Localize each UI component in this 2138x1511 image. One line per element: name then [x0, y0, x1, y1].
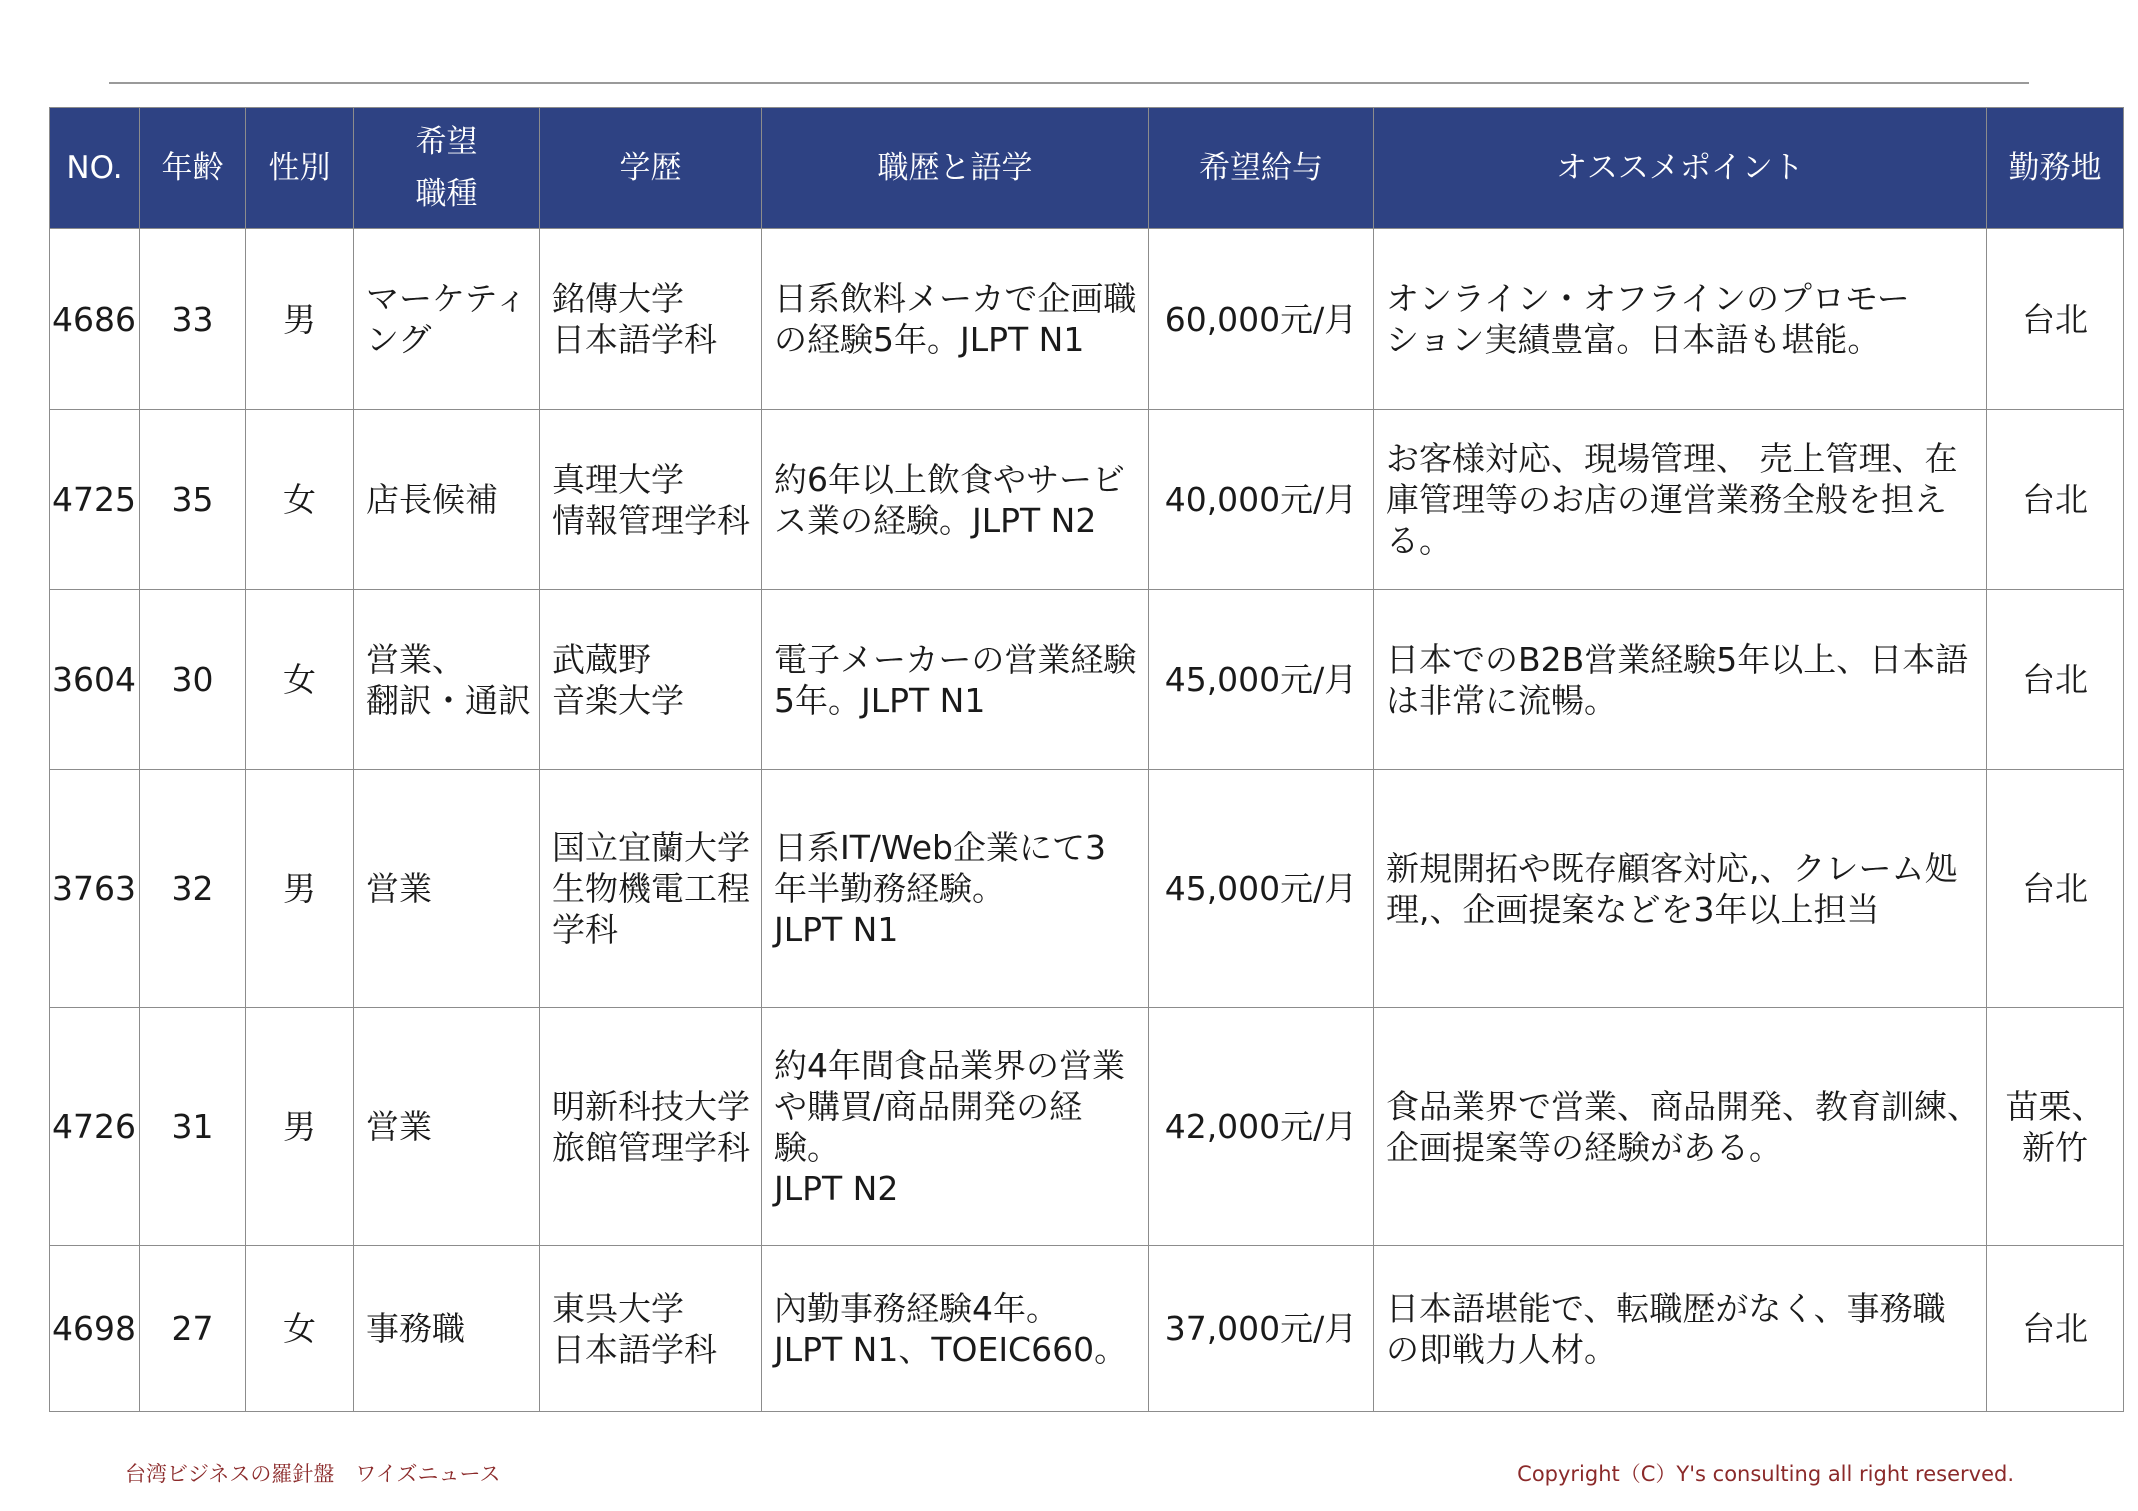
cell-age: 35: [140, 410, 246, 590]
table-body: [50, 229, 2124, 1412]
cell-career-language: 日系IT/Web企業にて3 年半勤務経験。 JLPT N1: [762, 770, 1149, 1008]
cell-desired-salary: 60,000元/月: [1149, 229, 1374, 410]
header-desired-salary: 希望給与: [1149, 108, 1374, 229]
cell-work-location: 台北: [1987, 410, 2124, 590]
cell-no: 4726: [50, 1008, 140, 1246]
cell-desired-salary: 37,000元/月: [1149, 1246, 1374, 1412]
header-gender: 性別: [246, 108, 354, 229]
header-row: [50, 108, 2124, 229]
cell-desired-salary: 45,000元/月: [1149, 590, 1374, 770]
cell-age: 27: [140, 1246, 246, 1412]
table-row: [50, 590, 2124, 770]
header-career-language: 職歴と語学: [762, 108, 1149, 229]
cell-gender: 女: [246, 410, 354, 590]
table-row: [50, 1246, 2124, 1412]
cell-desired-salary: 45,000元/月: [1149, 770, 1374, 1008]
cell-career-language: 日系飲料メーカで企画職 の経験5年。JLPT N1: [762, 229, 1149, 410]
cell-age: 32: [140, 770, 246, 1008]
cell-education: 真理大学 情報管理学科: [540, 410, 762, 590]
cell-education: 東呉大学 日本語学科: [540, 1246, 762, 1412]
cell-no: 4686: [50, 229, 140, 410]
cell-education: 銘傳大学 日本語学科: [540, 229, 762, 410]
cell-age: 31: [140, 1008, 246, 1246]
cell-desired-job: 事務職: [354, 1246, 540, 1412]
table-row: [50, 770, 2124, 1008]
cell-career-language: 約6年以上飲食やサービ ス業の経験。JLPT N2: [762, 410, 1149, 590]
cell-no: 4698: [50, 1246, 140, 1412]
cell-work-location: 台北: [1987, 1246, 2124, 1412]
cell-gender: 女: [246, 590, 354, 770]
cell-no: 3604: [50, 590, 140, 770]
cell-gender: 女: [246, 1246, 354, 1412]
cell-recommend-points: 食品業界で営業、商品開発、教育訓練、 企画提案等の経験がある。: [1374, 1008, 1987, 1246]
header-desired-job-line1: 希望: [415, 124, 478, 160]
cell-work-location: 台北: [1987, 229, 2124, 410]
cell-desired-job: 営業: [354, 770, 540, 1008]
cell-age: 30: [140, 590, 246, 770]
cell-desired-job: 営業: [354, 1008, 540, 1246]
table-row: [50, 1008, 2124, 1246]
cell-work-location: 台北: [1987, 770, 2124, 1008]
cell-work-location: 苗栗、 新竹: [1987, 1008, 2124, 1246]
cell-education: 国立宜蘭大学 生物機電工程 学科: [540, 770, 762, 1008]
cell-career-language: 內勤事務経験4年。 JLPT N1、TOEIC660。: [762, 1246, 1149, 1412]
cell-education: 明新科技大学 旅館管理学科: [540, 1008, 762, 1246]
footer-copyright: Copyright（C）Y's consulting all right reserved.: [1517, 1462, 2014, 1486]
cell-desired-job: 営業、 翻訳・通訳: [354, 590, 540, 770]
cell-recommend-points: 日本語堪能で、転職歴がなく、事務職 の即戦力人材。: [1374, 1246, 1987, 1412]
cell-recommend-points: オンライン・オフラインのプロモー ション実績豊富。日本語も堪能。: [1374, 229, 1987, 410]
table-header: [50, 108, 2124, 229]
cell-no: 4725: [50, 410, 140, 590]
header-recommend-points: オススメポイント: [1374, 108, 1987, 229]
header-work-location: 勤務地: [1987, 108, 2124, 229]
table-row: [50, 229, 2124, 410]
cell-recommend-points: お客様対応、現場管理、 売上管理、在 庫管理等のお店の運営業務全般を担える。: [1374, 410, 1987, 590]
cell-gender: 男: [246, 1008, 354, 1246]
cell-desired-job: 店長候補: [354, 410, 540, 590]
cell-recommend-points: 日本でのB2B営業経験5年以上、日本語 は非常に流暢。: [1374, 590, 1987, 770]
cell-career-language: 約4年間食品業界の営業 や購買/商品開発の経験。 JLPT N2: [762, 1008, 1149, 1246]
cell-recommend-points: 新規開拓や既存顧客対応,、クレーム処 理,、企画提案などを3年以上担当: [1374, 770, 1987, 1008]
cell-gender: 男: [246, 770, 354, 1008]
cell-no: 3763: [50, 770, 140, 1008]
cell-career-language: 電子メーカーの営業経験 5年。JLPT N1: [762, 590, 1149, 770]
header-education: 学歴: [540, 108, 762, 229]
header-desired-job-line2: 職種: [415, 176, 478, 212]
footer-site-name: 台湾ビジネスの羅針盤 ワイズニュース: [125, 1462, 501, 1486]
header-desired-job: [354, 108, 540, 229]
cell-education: 武蔵野 音楽大学: [540, 590, 762, 770]
table-row: [50, 410, 2124, 590]
cell-desired-job: マーケティ ング: [354, 229, 540, 410]
cell-desired-salary: 42,000元/月: [1149, 1008, 1374, 1246]
cell-gender: 男: [246, 229, 354, 410]
candidate-table: [49, 107, 2124, 1412]
header-age: 年齢: [140, 108, 246, 229]
cell-desired-salary: 40,000元/月: [1149, 410, 1374, 590]
top-divider: [109, 82, 2029, 84]
header-no: NO.: [50, 108, 140, 229]
cell-work-location: 台北: [1987, 590, 2124, 770]
cell-age: 33: [140, 229, 246, 410]
